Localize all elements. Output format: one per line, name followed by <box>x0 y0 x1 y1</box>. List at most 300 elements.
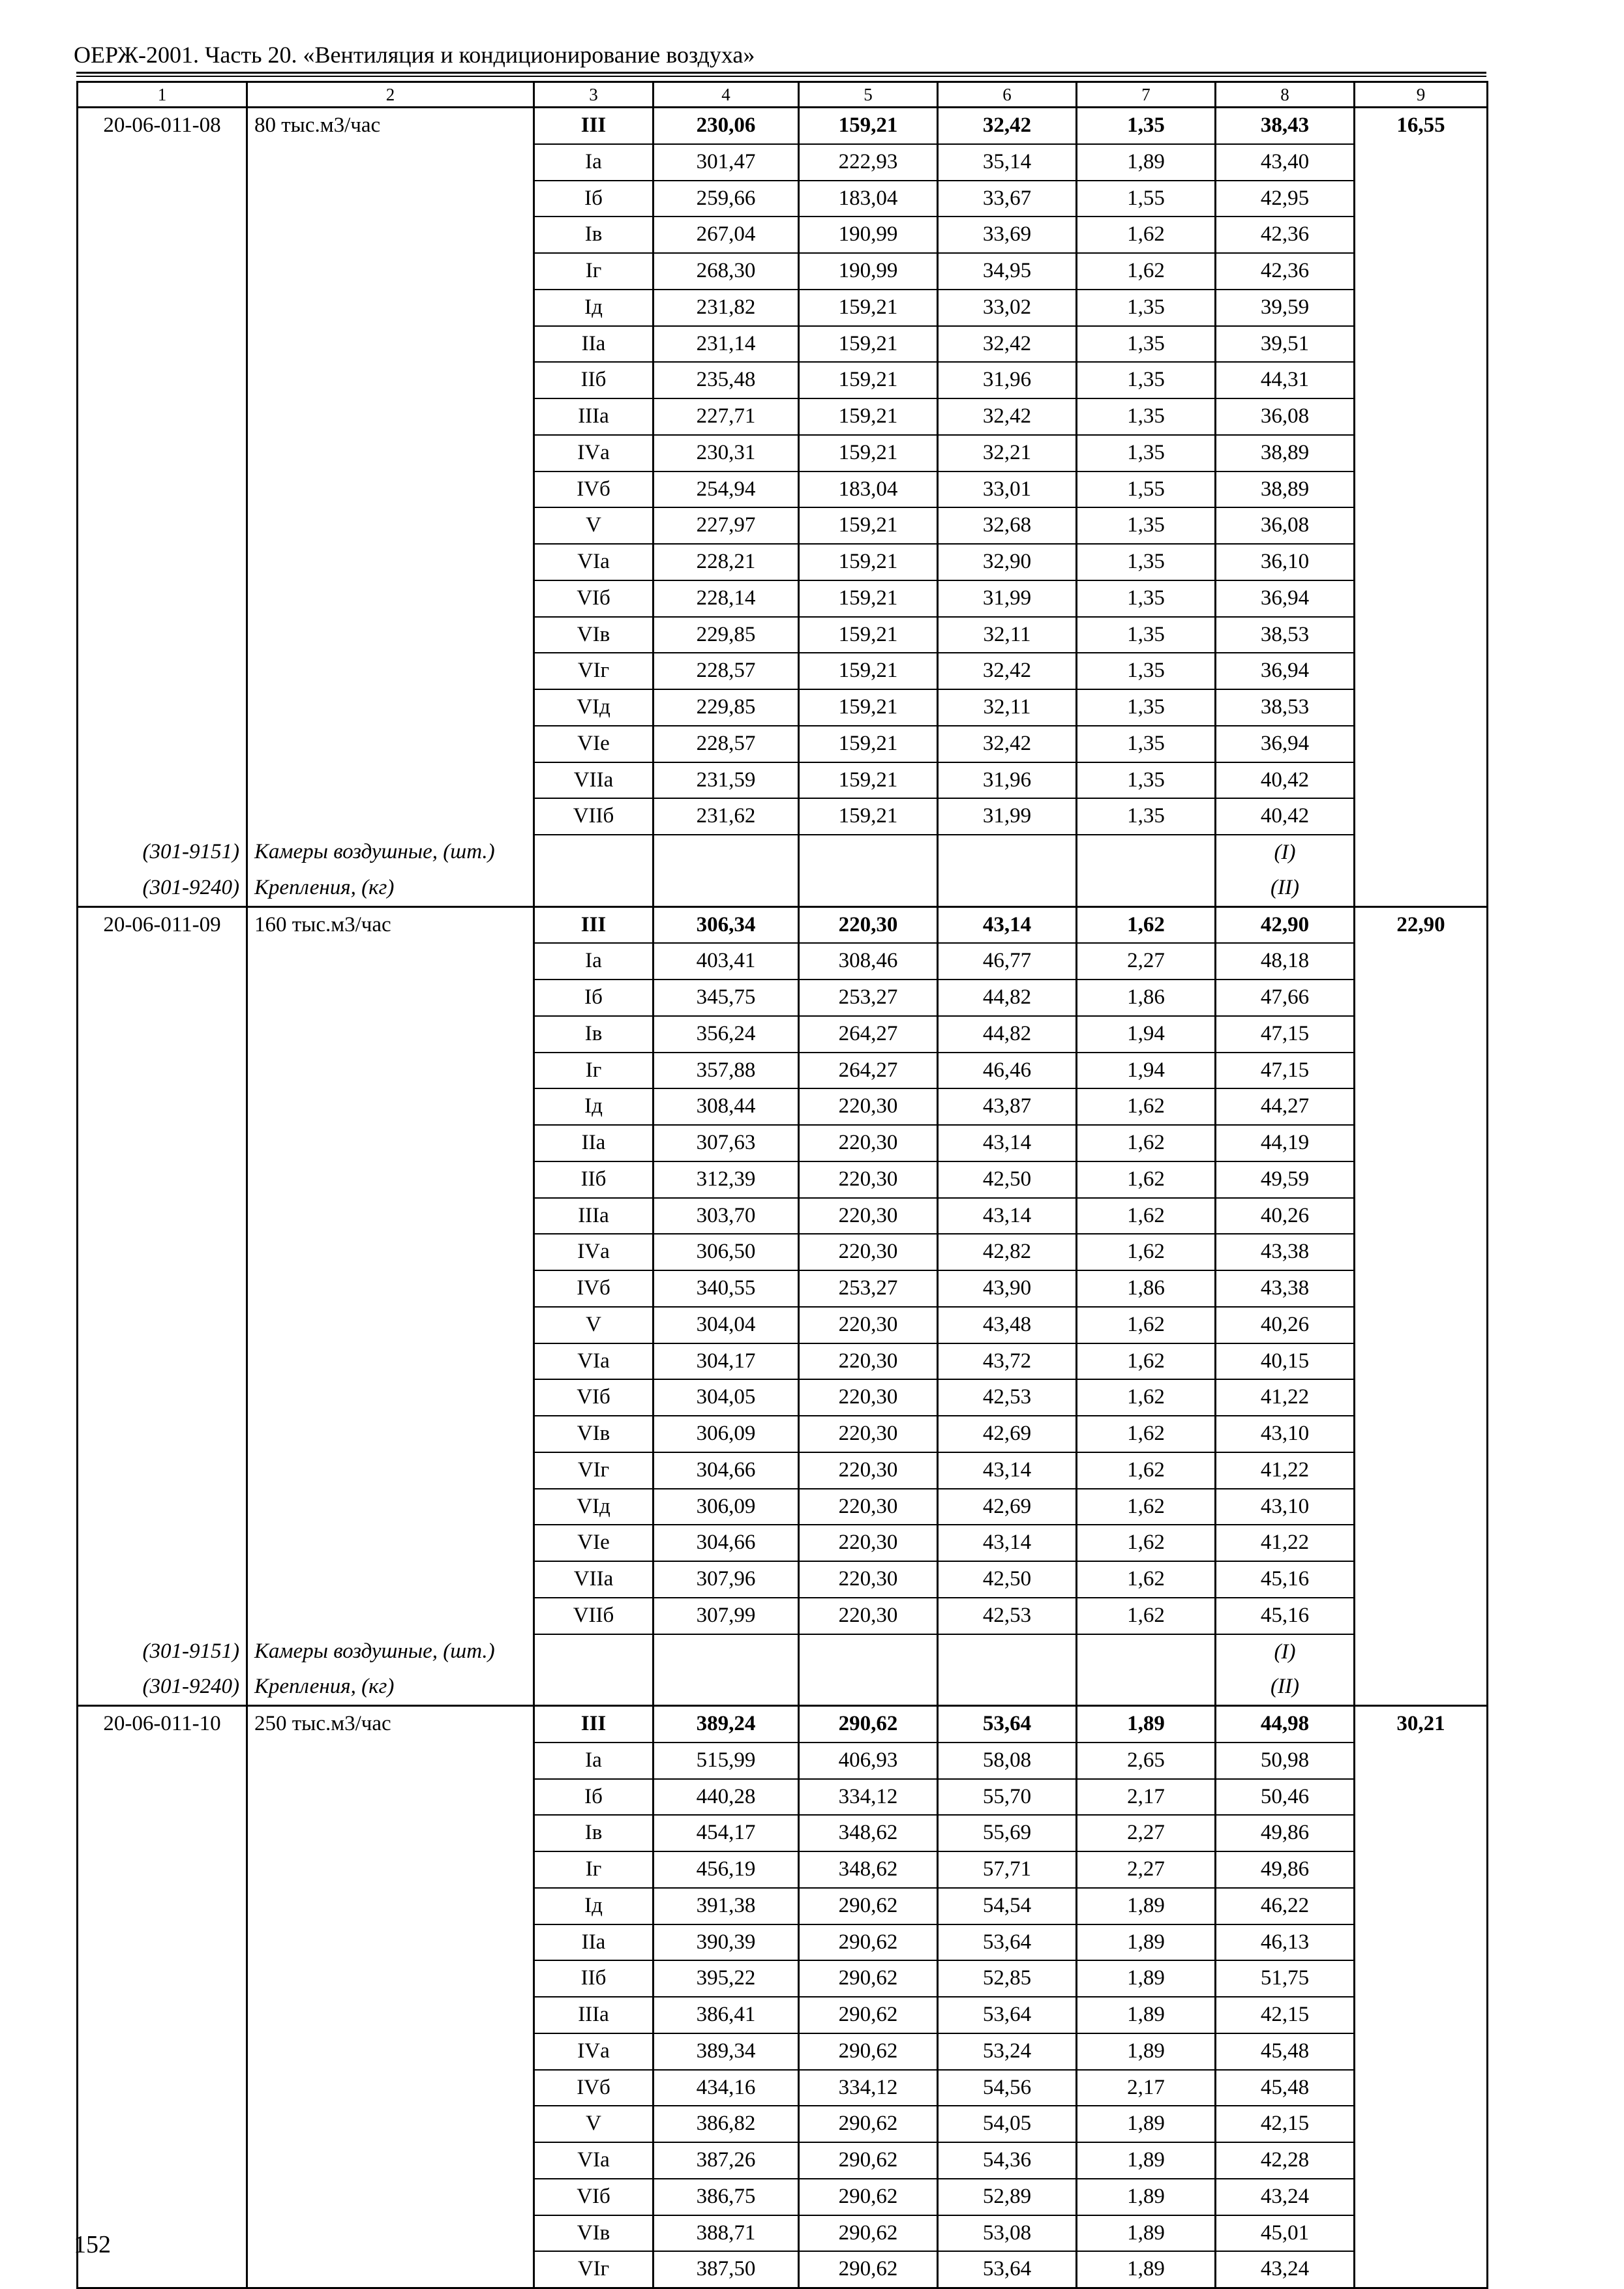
empty-cell <box>1355 1743 1488 1779</box>
empty-cell <box>78 398 247 435</box>
table-row <box>78 544 1488 580</box>
value-cell: 231,62 <box>654 798 799 835</box>
zone-cell: III <box>534 906 654 943</box>
empty-cell <box>1355 2033 1488 2070</box>
empty-cell <box>1355 398 1488 435</box>
value-cell: 268,30 <box>654 253 799 290</box>
empty-cell <box>247 1561 534 1598</box>
value-cell: 253,27 <box>799 980 938 1016</box>
empty-cell <box>1355 1161 1488 1198</box>
value-cell: 52,89 <box>938 2179 1077 2215</box>
empty-cell <box>247 1489 534 1525</box>
zone-cell: VIг <box>534 2251 654 2288</box>
empty-cell <box>938 1634 1077 1670</box>
value-cell: 43,38 <box>1216 1270 1355 1307</box>
empty-cell <box>78 1307 247 1343</box>
value-cell: 159,21 <box>799 398 938 435</box>
empty-cell <box>1355 943 1488 980</box>
value-cell: 304,66 <box>654 1452 799 1489</box>
empty-cell <box>247 1016 534 1053</box>
value-cell: 1,35 <box>1077 507 1216 544</box>
table-row <box>78 1706 1488 1743</box>
empty-cell <box>1355 1779 1488 1816</box>
value-cell: 32,42 <box>938 326 1077 363</box>
empty-cell <box>1355 1379 1488 1416</box>
value-cell: 42,28 <box>1216 2142 1355 2179</box>
value-cell: 50,98 <box>1216 1743 1355 1779</box>
empty-cell <box>247 398 534 435</box>
value-cell: 515,99 <box>654 1743 799 1779</box>
value-cell: 159,21 <box>799 435 938 471</box>
table-row <box>78 217 1488 253</box>
empty-cell <box>1355 1669 1488 1705</box>
empty-cell <box>78 1379 247 1416</box>
value-cell: 1,89 <box>1077 1997 1216 2033</box>
material-name: Камеры воздушные, (шт.) <box>247 835 534 871</box>
value-cell: 220,30 <box>799 1379 938 1416</box>
empty-cell <box>78 1088 247 1125</box>
zone-cell: Iб <box>534 1779 654 1816</box>
table-row <box>78 1960 1488 1997</box>
value-cell: 42,50 <box>938 1161 1077 1198</box>
material-ref: (I) <box>1216 1634 1355 1670</box>
empty-cell <box>78 471 247 508</box>
empty-cell <box>1355 689 1488 726</box>
value-cell: 264,27 <box>799 1016 938 1053</box>
value-cell: 44,19 <box>1216 1125 1355 1161</box>
zone-cell: VIа <box>534 544 654 580</box>
column-number-row <box>78 82 1488 108</box>
empty-cell <box>247 726 534 762</box>
value-cell: 159,21 <box>799 653 938 689</box>
value-cell: 1,62 <box>1077 217 1216 253</box>
value-cell: 47,66 <box>1216 980 1355 1016</box>
value-cell: 46,77 <box>938 943 1077 980</box>
value-cell: 40,26 <box>1216 1198 1355 1234</box>
value-cell: 1,62 <box>1077 1307 1216 1343</box>
table-row <box>78 1125 1488 1161</box>
value-cell: 290,62 <box>799 2215 938 2252</box>
column-number: 7 <box>1077 82 1216 108</box>
value-cell: 387,50 <box>654 2251 799 2288</box>
value-cell: 159,21 <box>799 689 938 726</box>
value-cell: 403,41 <box>654 943 799 980</box>
value-cell: 42,53 <box>938 1379 1077 1416</box>
value-cell: 54,54 <box>938 1888 1077 1924</box>
value-cell: 31,99 <box>938 798 1077 835</box>
value-cell: 36,94 <box>1216 726 1355 762</box>
empty-cell <box>78 253 247 290</box>
zone-cell: VIIб <box>534 798 654 835</box>
empty-cell <box>1355 980 1488 1016</box>
value-cell: 47,15 <box>1216 1053 1355 1089</box>
value-cell: 42,69 <box>938 1416 1077 1452</box>
empty-cell <box>78 726 247 762</box>
value-cell: 395,22 <box>654 1960 799 1997</box>
table-row <box>78 471 1488 508</box>
material-code: (301-9151) <box>78 835 247 871</box>
value-cell: 54,05 <box>938 2106 1077 2142</box>
material-name: Крепления, (кг) <box>247 871 534 906</box>
value-cell: 31,96 <box>938 362 1077 398</box>
value-cell: 183,04 <box>799 181 938 217</box>
value-cell: 42,36 <box>1216 253 1355 290</box>
value-cell: 55,69 <box>938 1815 1077 1851</box>
value-cell: 1,62 <box>1077 1343 1216 1380</box>
value-cell: 1,35 <box>1077 326 1216 363</box>
value-cell: 41,22 <box>1216 1525 1355 1561</box>
item-description: 80 тыс.м3/час <box>247 108 534 144</box>
value-cell: 42,36 <box>1216 217 1355 253</box>
table-row <box>78 2106 1488 2142</box>
material-note-row <box>78 871 1488 906</box>
value-cell: 36,08 <box>1216 398 1355 435</box>
value-cell: 42,53 <box>938 1598 1077 1634</box>
zone-cell: VIг <box>534 1452 654 1489</box>
empty-cell <box>1355 181 1488 217</box>
value-cell: 2,17 <box>1077 1779 1216 1816</box>
zone-cell: IIб <box>534 1960 654 1997</box>
value-cell: 32,11 <box>938 689 1077 726</box>
value-cell: 32,42 <box>938 653 1077 689</box>
value-cell: 32,21 <box>938 435 1077 471</box>
empty-cell <box>1355 1997 1488 2033</box>
value-cell: 1,86 <box>1077 1270 1216 1307</box>
empty-cell <box>247 181 534 217</box>
value-cell: 1,62 <box>1077 1379 1216 1416</box>
empty-cell <box>1355 2251 1488 2288</box>
value-cell: 43,10 <box>1216 1416 1355 1452</box>
column-number: 8 <box>1216 82 1355 108</box>
empty-cell <box>1355 2179 1488 2215</box>
value-cell: 440,28 <box>654 1779 799 1816</box>
empty-cell <box>78 1815 247 1851</box>
value-cell: 290,62 <box>799 1706 938 1743</box>
value-cell: 1,55 <box>1077 471 1216 508</box>
value-cell: 53,24 <box>938 2033 1077 2070</box>
zone-cell: VIв <box>534 2215 654 2252</box>
empty-cell <box>799 871 938 906</box>
empty-cell <box>78 1960 247 1997</box>
value-cell: 31,96 <box>938 762 1077 799</box>
empty-cell <box>1355 435 1488 471</box>
value-cell: 386,41 <box>654 1997 799 2033</box>
empty-cell <box>1355 580 1488 617</box>
value-cell: 1,62 <box>1077 1525 1216 1561</box>
empty-cell <box>247 1125 534 1161</box>
zone-cell: Iв <box>534 217 654 253</box>
value-cell: 1,35 <box>1077 290 1216 326</box>
value-cell: 1,89 <box>1077 2251 1216 2288</box>
value-cell: 159,21 <box>799 108 938 144</box>
empty-cell <box>1355 1452 1488 1489</box>
empty-cell <box>78 1234 247 1270</box>
value-cell: 267,04 <box>654 217 799 253</box>
empty-cell <box>247 1888 534 1924</box>
table-row <box>78 1489 1488 1525</box>
zone-cell: IVб <box>534 471 654 508</box>
value-cell: 47,15 <box>1216 1016 1355 1053</box>
value-cell: 306,09 <box>654 1416 799 1452</box>
table-row <box>78 1416 1488 1452</box>
zone-cell: Iв <box>534 1815 654 1851</box>
empty-cell <box>1355 1270 1488 1307</box>
table-row <box>78 435 1488 471</box>
empty-cell <box>247 1525 534 1561</box>
value-cell: 32,42 <box>938 398 1077 435</box>
value-cell: 1,62 <box>1077 1598 1216 1634</box>
value-cell: 290,62 <box>799 1960 938 1997</box>
value-cell: 231,82 <box>654 290 799 326</box>
empty-cell <box>654 871 799 906</box>
value-cell: 159,21 <box>799 798 938 835</box>
value-cell: 230,31 <box>654 435 799 471</box>
value-cell: 231,14 <box>654 326 799 363</box>
value-cell: 159,21 <box>799 726 938 762</box>
empty-cell <box>1355 507 1488 544</box>
empty-cell <box>247 1307 534 1343</box>
item-code: 20-06-011-08 <box>78 108 247 144</box>
value-cell: 390,39 <box>654 1924 799 1961</box>
empty-cell <box>1355 2215 1488 2252</box>
value-cell: 43,72 <box>938 1343 1077 1380</box>
empty-cell <box>78 1743 247 1779</box>
empty-cell <box>78 1779 247 1816</box>
value-cell: 1,35 <box>1077 798 1216 835</box>
empty-cell <box>78 217 247 253</box>
value-cell: 306,50 <box>654 1234 799 1270</box>
empty-cell <box>78 1161 247 1198</box>
value-cell: 40,42 <box>1216 762 1355 799</box>
value-cell: 32,90 <box>938 544 1077 580</box>
empty-cell <box>1355 1489 1488 1525</box>
column-number: 9 <box>1355 82 1488 108</box>
empty-cell <box>1355 1016 1488 1053</box>
value-cell: 45,48 <box>1216 2033 1355 2070</box>
value-cell: 1,35 <box>1077 398 1216 435</box>
column-number: 6 <box>938 82 1077 108</box>
table-row <box>78 762 1488 799</box>
value-cell: 227,97 <box>654 507 799 544</box>
value-cell: 304,17 <box>654 1343 799 1380</box>
empty-cell <box>78 1416 247 1452</box>
table-row <box>78 2070 1488 2106</box>
table-row <box>78 1888 1488 1924</box>
zone-cell: Iд <box>534 290 654 326</box>
value-cell: 304,05 <box>654 1379 799 1416</box>
empty-cell <box>247 1598 534 1634</box>
value-cell: 40,26 <box>1216 1307 1355 1343</box>
empty-cell <box>78 144 247 181</box>
value-cell: 53,64 <box>938 2251 1077 2288</box>
empty-cell <box>1355 871 1488 906</box>
zone-cell: Iг <box>534 1851 654 1888</box>
zone-cell: VIа <box>534 1343 654 1380</box>
value-cell: 46,22 <box>1216 1888 1355 1924</box>
empty-cell <box>78 1851 247 1888</box>
value-cell: 1,62 <box>1077 1489 1216 1525</box>
zone-cell: V <box>534 1307 654 1343</box>
material-name: Камеры воздушные, (шт.) <box>247 1634 534 1670</box>
empty-cell <box>1355 1815 1488 1851</box>
value-cell: 45,16 <box>1216 1561 1355 1598</box>
value-cell: 159,21 <box>799 326 938 363</box>
value-cell: 454,17 <box>654 1815 799 1851</box>
empty-cell <box>1355 1634 1488 1670</box>
value-cell: 220,30 <box>799 1416 938 1452</box>
value-cell: 43,90 <box>938 1270 1077 1307</box>
value-cell: 39,59 <box>1216 290 1355 326</box>
material-ref: (II) <box>1216 1669 1355 1705</box>
zone-cell: VIг <box>534 653 654 689</box>
empty-cell <box>78 2106 247 2142</box>
value-cell: 39,51 <box>1216 326 1355 363</box>
value-cell: 32,42 <box>938 108 1077 144</box>
empty-cell <box>247 290 534 326</box>
value-cell: 348,62 <box>799 1815 938 1851</box>
empty-cell <box>247 507 534 544</box>
value-cell: 159,21 <box>799 580 938 617</box>
document-header-title: ОЕРЖ-2001. Часть 20. «Вентиляция и кондиционирование воздуха» <box>74 42 755 68</box>
item-description: 160 тыс.м3/час <box>247 906 534 943</box>
value-cell: 228,57 <box>654 726 799 762</box>
empty-cell <box>1355 1888 1488 1924</box>
value-cell: 228,14 <box>654 580 799 617</box>
value-cell: 43,87 <box>938 1088 1077 1125</box>
empty-cell <box>247 943 534 980</box>
value-cell: 54,56 <box>938 2070 1077 2106</box>
empty-cell <box>78 1343 247 1380</box>
empty-cell <box>247 1343 534 1380</box>
empty-cell <box>1355 326 1488 363</box>
empty-cell <box>78 943 247 980</box>
empty-cell <box>247 2070 534 2106</box>
value-cell: 1,62 <box>1077 1234 1216 1270</box>
value-cell: 33,69 <box>938 217 1077 253</box>
value-cell: 1,35 <box>1077 762 1216 799</box>
value-cell: 290,62 <box>799 1997 938 2033</box>
value-cell: 44,98 <box>1216 1706 1355 1743</box>
zone-cell: VIб <box>534 2179 654 2215</box>
zone-cell: VIе <box>534 1525 654 1561</box>
empty-cell <box>1355 798 1488 835</box>
empty-cell <box>78 2179 247 2215</box>
value-cell: 290,62 <box>799 1924 938 1961</box>
value-cell: 222,93 <box>799 144 938 181</box>
empty-cell <box>78 1489 247 1525</box>
value-cell: 1,89 <box>1077 2033 1216 2070</box>
zone-cell: IIа <box>534 1125 654 1161</box>
value-cell: 308,46 <box>799 943 938 980</box>
value-cell: 434,16 <box>654 2070 799 2106</box>
empty-cell <box>247 326 534 363</box>
value-cell: 49,86 <box>1216 1815 1355 1851</box>
table-row <box>78 1779 1488 1816</box>
table-row <box>78 1234 1488 1270</box>
value-cell: 220,30 <box>799 906 938 943</box>
value-cell: 308,44 <box>654 1088 799 1125</box>
value-cell: 1,35 <box>1077 617 1216 653</box>
empty-cell <box>938 871 1077 906</box>
value-cell: 306,34 <box>654 906 799 943</box>
value-cell: 220,30 <box>799 1598 938 1634</box>
value-cell: 43,10 <box>1216 1489 1355 1525</box>
empty-cell <box>799 1669 938 1705</box>
item-code: 20-06-011-09 <box>78 906 247 943</box>
table-row <box>78 653 1488 689</box>
value-cell: 304,04 <box>654 1307 799 1343</box>
value-cell: 387,26 <box>654 2142 799 2179</box>
value-cell: 36,08 <box>1216 507 1355 544</box>
table-row <box>78 1379 1488 1416</box>
empty-cell <box>1355 2070 1488 2106</box>
zone-cell: Iа <box>534 1743 654 1779</box>
material-code: (301-9240) <box>78 1669 247 1705</box>
value-cell: 159,21 <box>799 762 938 799</box>
table-row <box>78 1088 1488 1125</box>
zone-cell: IIIа <box>534 1997 654 2033</box>
value-cell: 53,64 <box>938 1924 1077 1961</box>
empty-cell <box>78 362 247 398</box>
empty-cell <box>247 2106 534 2142</box>
value-cell: 1,89 <box>1077 2179 1216 2215</box>
value-cell: 220,30 <box>799 1307 938 1343</box>
table-row <box>78 798 1488 835</box>
table-row <box>78 2215 1488 2252</box>
empty-cell <box>1355 835 1488 871</box>
value-cell: 290,62 <box>799 2033 938 2070</box>
empty-cell <box>654 1669 799 1705</box>
empty-cell <box>78 1888 247 1924</box>
table-row <box>78 108 1488 144</box>
empty-cell <box>247 1198 534 1234</box>
empty-cell <box>78 507 247 544</box>
value-cell: 43,24 <box>1216 2179 1355 2215</box>
value-cell: 32,42 <box>938 726 1077 762</box>
value-cell: 49,86 <box>1216 1851 1355 1888</box>
value-cell: 46,46 <box>938 1053 1077 1089</box>
zone-cell: Iд <box>534 1888 654 1924</box>
empty-cell <box>1355 1525 1488 1561</box>
empty-cell <box>78 1525 247 1561</box>
value-cell: 356,24 <box>654 1016 799 1053</box>
empty-cell <box>78 1198 247 1234</box>
value-cell: 16,55 <box>1355 108 1488 144</box>
empty-cell <box>1355 1960 1488 1997</box>
empty-cell <box>78 544 247 580</box>
column-number: 5 <box>799 82 938 108</box>
zone-cell: IVа <box>534 2033 654 2070</box>
value-cell: 34,95 <box>938 253 1077 290</box>
empty-cell <box>1355 362 1488 398</box>
empty-cell <box>247 471 534 508</box>
empty-cell <box>534 835 654 871</box>
value-cell: 220,30 <box>799 1125 938 1161</box>
empty-cell <box>247 544 534 580</box>
value-cell: 220,30 <box>799 1234 938 1270</box>
table-row <box>78 362 1488 398</box>
empty-cell <box>78 1016 247 1053</box>
zone-cell: IIб <box>534 1161 654 1198</box>
zone-cell: VIIб <box>534 1598 654 1634</box>
value-cell: 220,30 <box>799 1198 938 1234</box>
empty-cell <box>1355 653 1488 689</box>
value-cell: 334,12 <box>799 2070 938 2106</box>
empty-cell <box>247 1416 534 1452</box>
table-row <box>78 398 1488 435</box>
empty-cell <box>1355 544 1488 580</box>
empty-cell <box>247 217 534 253</box>
